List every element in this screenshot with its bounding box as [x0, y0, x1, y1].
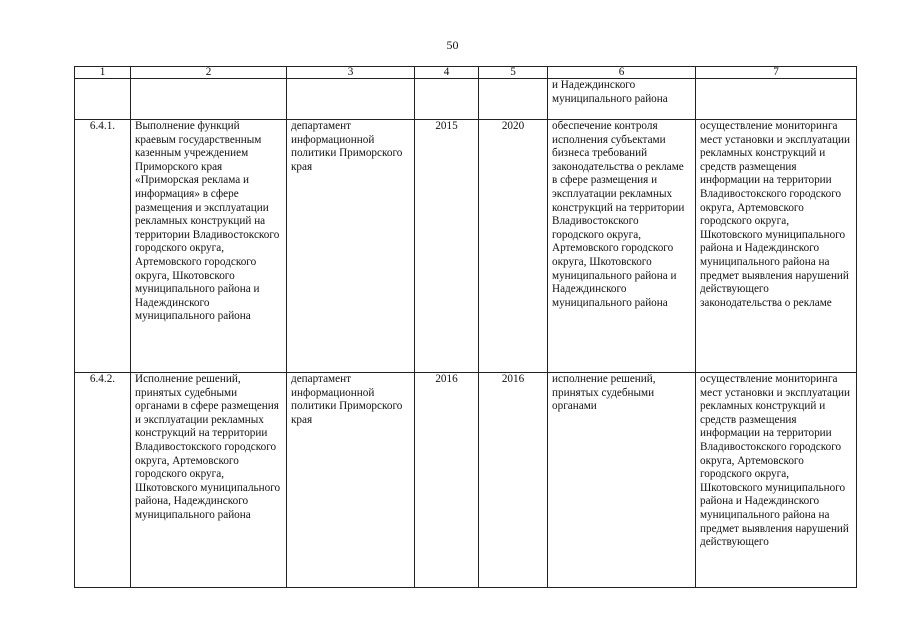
column-number-1: 1: [75, 67, 131, 79]
table-row: [75, 120, 857, 373]
row-number: 6.4.1.: [75, 120, 131, 373]
table-row: [75, 373, 857, 588]
column-number-header-row: [75, 67, 857, 79]
executor: департамент информационной политики Приморского края: [287, 373, 415, 588]
continuation-indicator-cell: [696, 79, 857, 120]
row-number: 6.4.2.: [75, 373, 131, 588]
expected-result: обеспечение контроля исполнения субъектами бизнеса требований законодательства о рекламе в сфере размещения и эксплуатации рекламных конструкций на территории Владивостокского городского округа, Артемовского городского округа, Шкотовского муниципального района и Надеждинского муниципального района: [548, 120, 696, 373]
start-year: 2015: [415, 120, 479, 373]
column-number-5: 5: [479, 67, 548, 79]
measure-name: Исполнение решений, принятых судебными органами в сфере размещения и эксплуатации рекламных конструкций на территории Владивостокского городского округа, Артемовского городского округа, Шкотовского муниципального района, Надеждинского муниципального района: [131, 373, 287, 588]
end-year: 2020: [479, 120, 548, 373]
column-number-2: 2: [131, 67, 287, 79]
continuation-end-cell: [479, 79, 548, 120]
executor: департамент информационной политики Приморского края: [287, 120, 415, 373]
continuation-result-cell: и Надеждинского муниципального района: [548, 79, 696, 120]
measure-name: Выполнение функций краевым государственным казенным учреждением Приморского края «Приморская реклама и информация» в сфере размещения и эксплуатации рекламных конструкций на территории Владивостокского городского округа, Артемовского городского округа, Шкотовского муниципального района и Надеждинского муниципального района: [131, 120, 287, 373]
page-number: 50: [446, 38, 459, 52]
indicator: осуществление мониторинга мест установки и эксплуатации рекламных конструкций и средств размещения информации на территории Владивостокского городского округа, Артемовского городского округа, Шкотовского муниципального района и Надеждинского муниципального района на предмет выявления нарушений действующего законодательства о рекламе: [696, 120, 857, 373]
column-number-6: 6: [548, 67, 696, 79]
column-number-4: 4: [415, 67, 479, 79]
program-measures-table: [74, 66, 857, 588]
indicator: осуществление мониторинга мест установки и эксплуатации рекламных конструкций и средств размещения информации на территории Владивостокского городского округа, Артемовского городского округа, Шкотовского муниципального района и Надеждинского муниципального района на предмет выявления нарушений действующего: [696, 373, 857, 588]
column-number-7: 7: [696, 67, 857, 79]
continuation-executor-cell: [287, 79, 415, 120]
continuation-name-cell: [131, 79, 287, 120]
continuation-row: [75, 79, 857, 120]
end-year: 2016: [479, 373, 548, 588]
column-number-3: 3: [287, 67, 415, 79]
continuation-start-cell: [415, 79, 479, 120]
start-year: 2016: [415, 373, 479, 588]
continuation-num-cell: [75, 79, 131, 120]
expected-result: исполнение решений, принятых судебными органами: [548, 373, 696, 588]
